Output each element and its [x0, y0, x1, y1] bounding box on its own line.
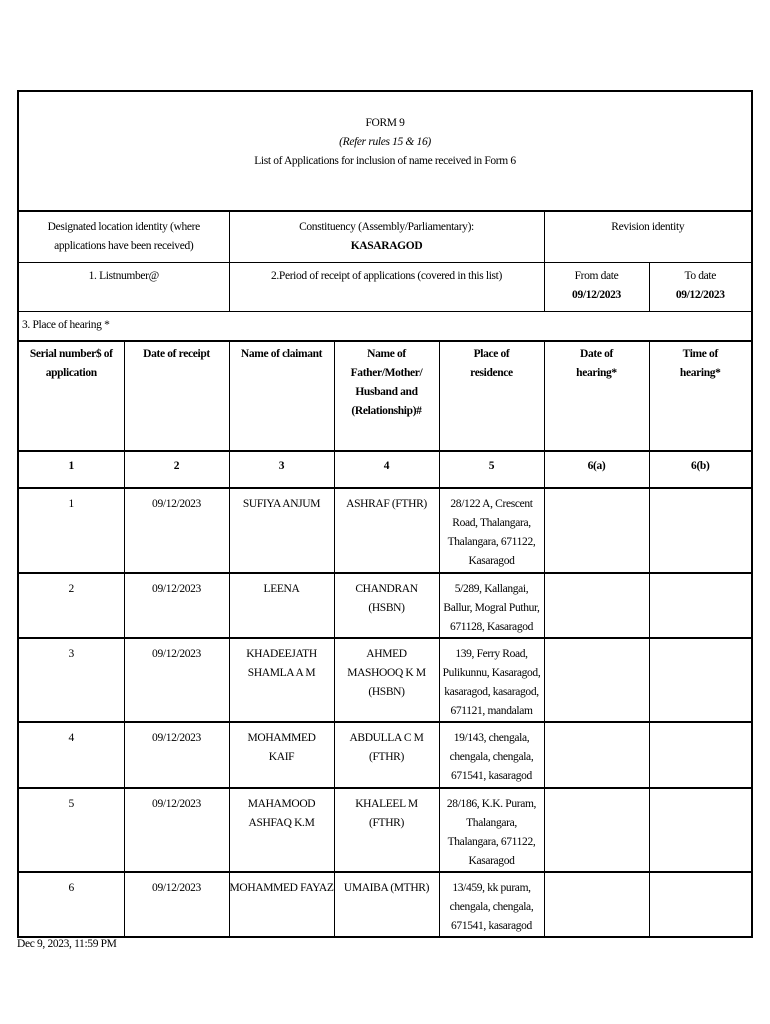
designated-location-label-2: applications have been received): [54, 240, 194, 252]
column-number: 2: [124, 451, 229, 488]
print-timestamp: Dec 9, 2023, 11:59 PM: [17, 938, 117, 950]
date-cell: 09/12/2023: [124, 573, 229, 638]
column-header: [334, 341, 439, 451]
to-date-cell: [649, 263, 752, 312]
form-rule-reference: (Refer rules 15 & 16): [339, 136, 431, 148]
column-header: [649, 341, 752, 451]
place-of-hearing-cell: [18, 312, 752, 342]
claimant-cell: KHADEEJATH SHAMLA A M: [229, 638, 334, 722]
relation-cell: KHALEEL M (FTHR): [334, 788, 439, 872]
designated-location-cell: [18, 211, 229, 263]
revision-identity-label: Revision identity: [611, 221, 685, 233]
column-header: Name of claimant: [229, 341, 334, 451]
residence-cell: 5/289, Kallangai, Ballur, Mogral Puthur, 671128, Kasaragod: [439, 573, 544, 638]
form-description: List of Applications for inclusion of name received in Form 6: [254, 155, 516, 167]
list-number-label: 1. Listnumber@: [88, 270, 159, 282]
serial-cell: 4: [18, 722, 124, 788]
claimant-cell: LEENA: [229, 573, 334, 638]
column-number: 4: [334, 451, 439, 488]
hearing-date-cell: [544, 872, 649, 937]
claimant-cell: MOHAMMED FAYAZ: [229, 872, 334, 937]
claimant-cell: MOHAMMED KAIF: [229, 722, 334, 788]
table-row: [18, 722, 752, 788]
form9-table: [17, 90, 753, 938]
column-header: Serial number$ of application: [18, 341, 124, 451]
serial-cell: 3: [18, 638, 124, 722]
column-header-text: Name of Father/Mother/ Husband and (Relationship)#: [350, 348, 423, 417]
residence-cell: 13/459, kk puram, chengala, chengala, 671541, kasaragod: [439, 872, 544, 937]
hearing-date-cell: [544, 488, 649, 573]
column-header: [439, 341, 544, 451]
column-header-text: Date of hearing*: [576, 348, 617, 379]
column-header-text: Place of residence: [470, 348, 513, 379]
hearing-time-cell: [649, 722, 752, 788]
hearing-time-cell: [649, 872, 752, 937]
residence-cell: 28/186, K.K. Puram, Thalangara, Thalangara, 671122, Kasaragod: [439, 788, 544, 872]
column-number: 6(b): [649, 451, 752, 488]
to-date-value: 09/12/2023: [675, 289, 725, 301]
hearing-time-cell: [649, 573, 752, 638]
table-row: [18, 573, 752, 638]
hearing-time-cell: [649, 788, 752, 872]
from-date-label: From date: [574, 270, 619, 282]
constituency-label: Constituency (Assembly/Parliamentary):: [299, 221, 474, 233]
constituency-cell: [229, 211, 544, 263]
form-title: FORM 9: [365, 117, 405, 129]
hearing-time-cell: [649, 638, 752, 722]
column-header: Date of receipt: [124, 341, 229, 451]
column-number: 5: [439, 451, 544, 488]
hearing-date-cell: [544, 573, 649, 638]
form-header: [18, 91, 752, 211]
designated-location-label-1: Designated location identity (where: [47, 221, 200, 233]
column-header: [544, 341, 649, 451]
form9-page: [17, 90, 751, 938]
constituency-value: KASARAGOD: [350, 240, 423, 252]
revision-identity-cell: [544, 211, 752, 263]
table-row: [18, 488, 752, 573]
claimant-cell: MAHAMOOD ASHFAQ K.M: [229, 788, 334, 872]
relation-cell: ASHRAF (FTHR): [334, 488, 439, 573]
residence-cell: 28/122 A, Crescent Road, Thalangara, Thalangara, 671122, Kasaragod: [439, 488, 544, 573]
serial-cell: 6: [18, 872, 124, 937]
column-number-row: [18, 451, 752, 488]
date-cell: 09/12/2023: [124, 488, 229, 573]
residence-cell: 19/143, chengala, chengala, chengala, 671541, kasaragod: [439, 722, 544, 788]
from-date-cell: [544, 263, 649, 312]
from-date-value: 09/12/2023: [572, 289, 621, 301]
place-of-hearing-label: 3. Place of hearing *: [22, 319, 110, 331]
table-row: [18, 788, 752, 872]
column-number: 6(a): [544, 451, 649, 488]
date-cell: 09/12/2023: [124, 638, 229, 722]
column-header-text: Time of hearing*: [679, 348, 721, 379]
hearing-date-cell: [544, 638, 649, 722]
serial-cell: 2: [18, 573, 124, 638]
residence-cell: 139, Ferry Road, Pulikunnu, Kasaragod, kasaragod, kasaragod, 671121, mandalam: [439, 638, 544, 722]
serial-cell: 5: [18, 788, 124, 872]
relation-cell: CHANDRAN (HSBN): [334, 573, 439, 638]
hearing-date-cell: [544, 788, 649, 872]
date-cell: 09/12/2023: [124, 788, 229, 872]
relation-cell: ABDULLA C M (FTHR): [334, 722, 439, 788]
period-label: 2.Period of receipt of applications (covered in this list): [270, 270, 503, 282]
relation-cell: AHMED MASHOOQ K M (HSBN): [334, 638, 439, 722]
column-number: 3: [229, 451, 334, 488]
table-row: [18, 872, 752, 937]
period-cell: [229, 263, 544, 312]
column-header-row: [18, 341, 752, 451]
column-number: 1: [18, 451, 124, 488]
hearing-date-cell: [544, 722, 649, 788]
table-row: [18, 638, 752, 722]
to-date-label: To date: [684, 270, 717, 282]
list-number-cell: [18, 263, 229, 312]
date-cell: 09/12/2023: [124, 722, 229, 788]
serial-cell: 1: [18, 488, 124, 573]
hearing-time-cell: [649, 488, 752, 573]
relation-cell: UMAIBA (MTHR): [334, 872, 439, 937]
claimant-cell: SUFIYA ANJUM: [229, 488, 334, 573]
date-cell: 09/12/2023: [124, 872, 229, 937]
